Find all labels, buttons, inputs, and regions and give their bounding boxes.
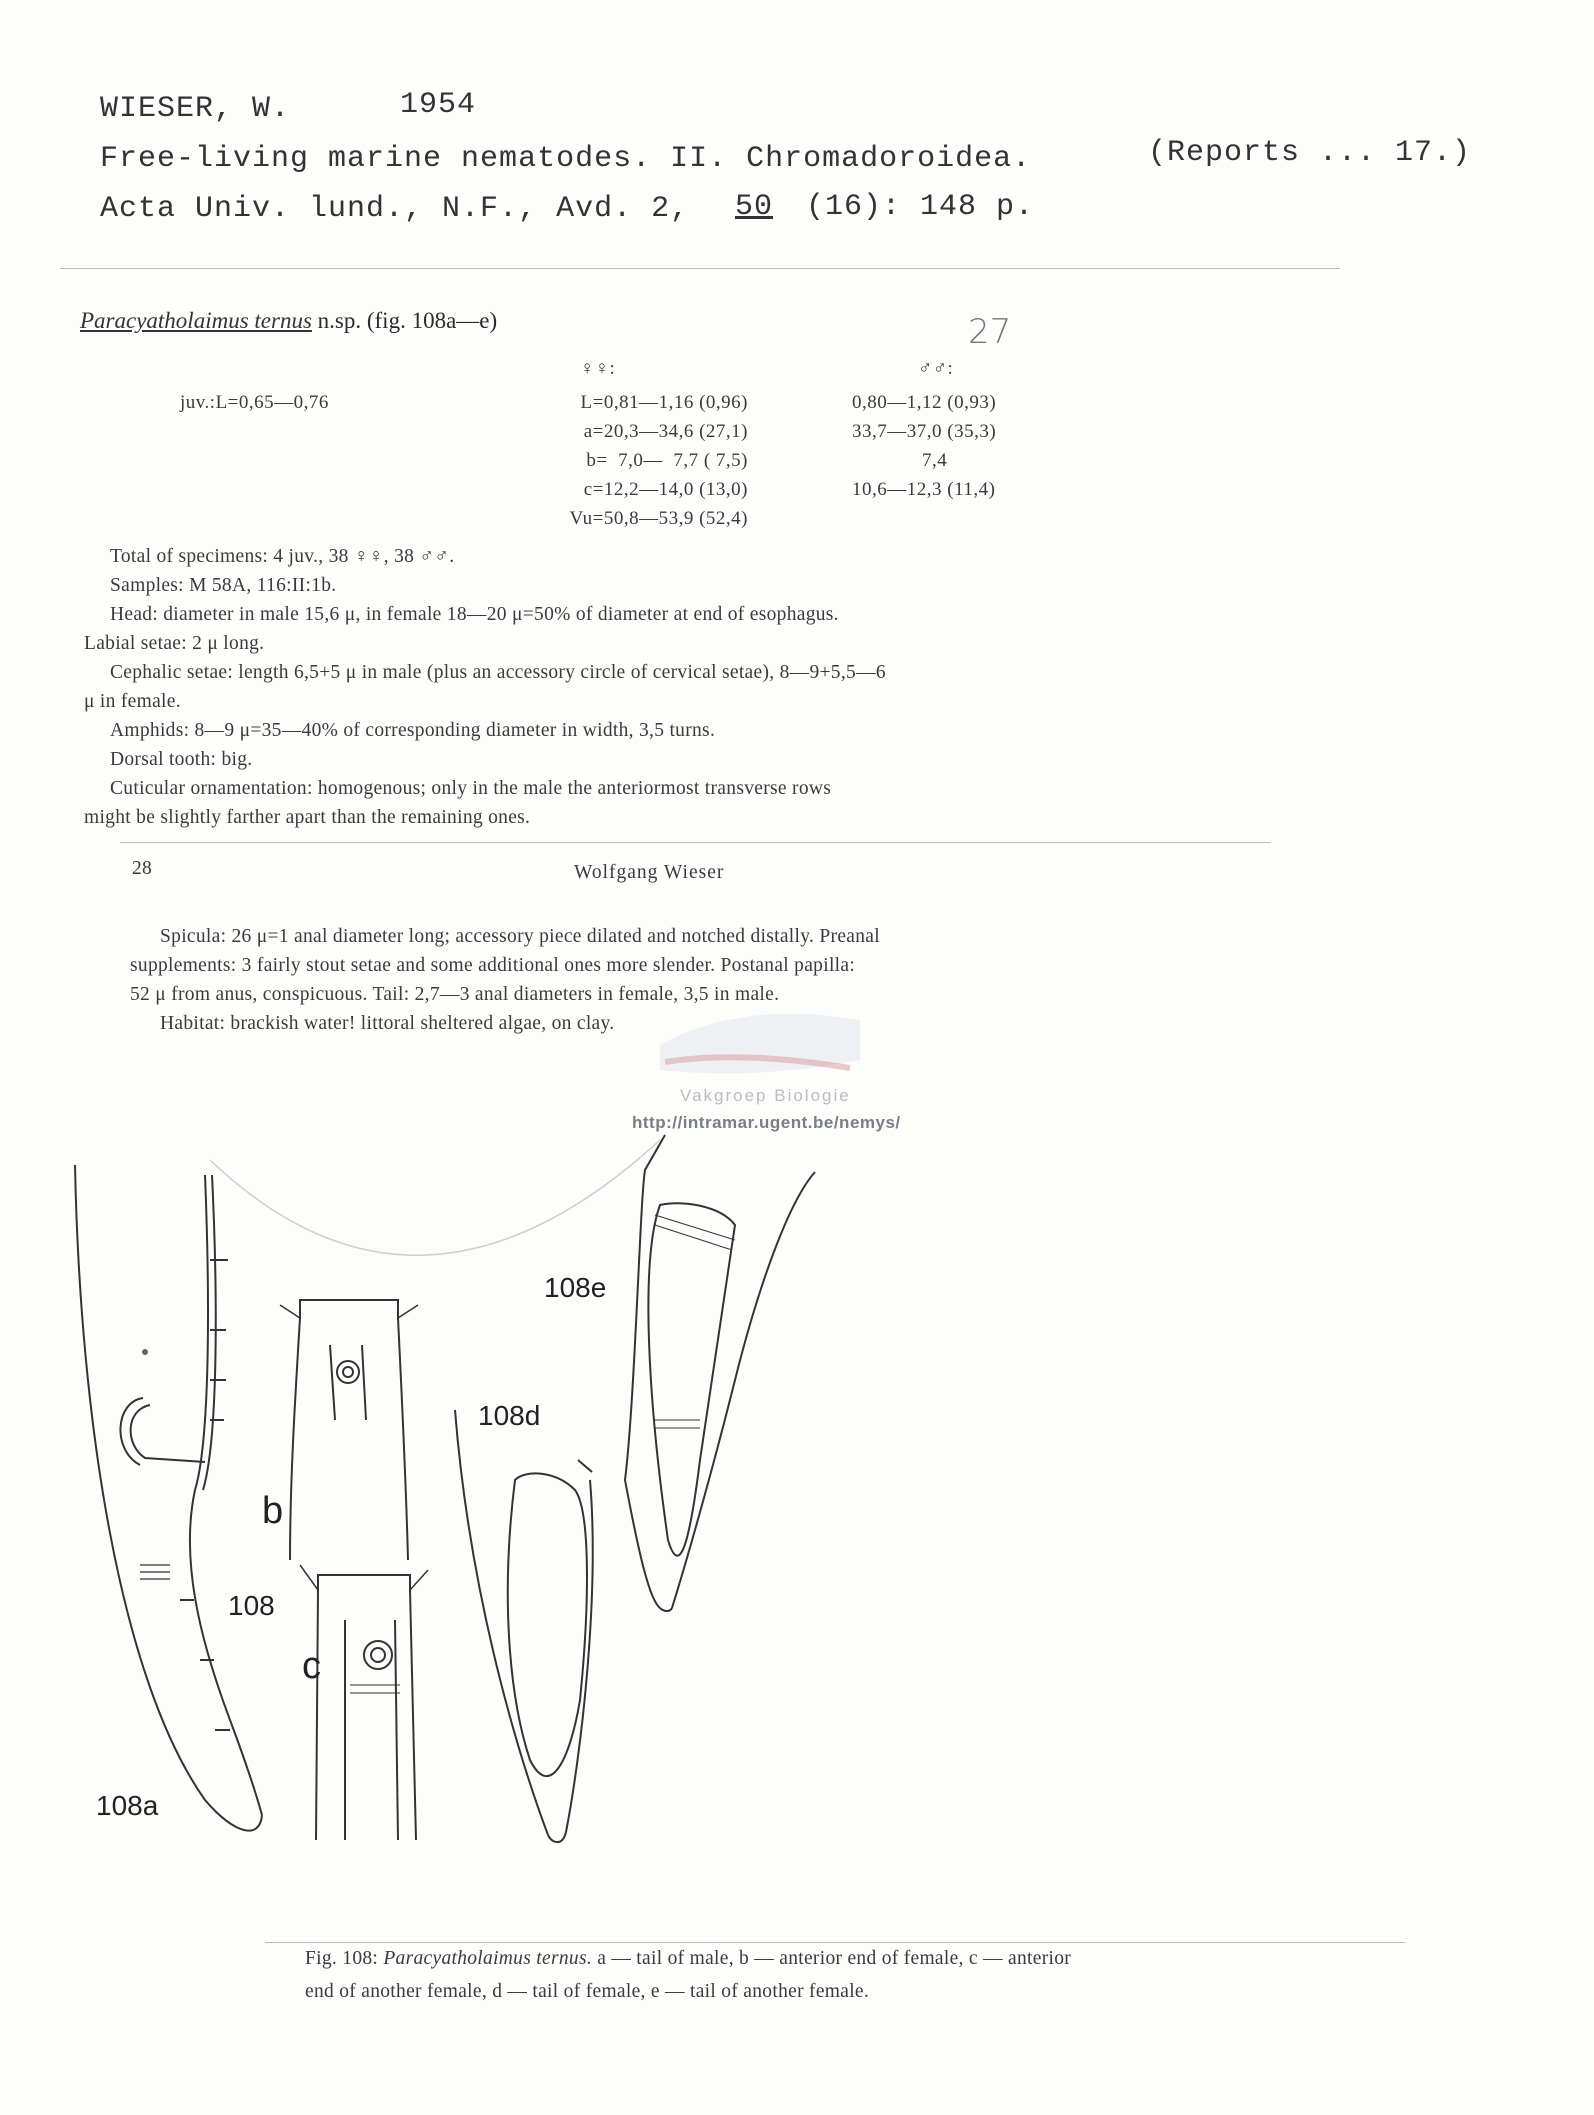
caption-line-2: end of another female, d — tail of female, e — tail of another female.: [305, 1981, 870, 2002]
caption-line-1: [305, 1948, 1071, 1970]
male-header: ♂♂:: [918, 358, 954, 379]
card-author: WIESER, W.: [100, 92, 291, 126]
card-volume: 50: [735, 190, 774, 224]
description-line: Amphids: 8—9 μ=35—40% of corresponding diameter in width, 3,5 turns.: [110, 720, 716, 741]
continuation-line: supplements: 3 fairly stout setae and some additional ones more slender. Postanal papilla:: [130, 955, 856, 976]
drawing-108b: [280, 1300, 418, 1560]
description-line: Total of specimens: 4 juv., 38 ♀♀, 38 ♂♂.: [110, 546, 455, 567]
page-number: 28: [132, 858, 153, 879]
description-line: Head: diameter in male 15,6 μ, in female 18—20 μ=50% of diameter at end of esophagus.: [110, 604, 839, 625]
caption-rule: [265, 1942, 1405, 1943]
handwritten-number: 27: [968, 312, 1012, 352]
drawing-108c: [300, 1565, 428, 1840]
card-issue-pages: (16): 148 p.: [806, 190, 1035, 224]
description-line: Dorsal tooth: big.: [110, 749, 253, 770]
description-line: μ in female.: [84, 691, 181, 712]
label-c: c: [302, 1645, 321, 1687]
female-row: b= 7,0— 7,7 ( 7,5): [586, 450, 748, 471]
drawing-108a: [75, 1165, 262, 1831]
female-row: L=0,81—1,16 (0,96): [580, 392, 748, 413]
species-heading: [80, 308, 497, 334]
label-108e: 108e: [544, 1272, 607, 1303]
female-row: Vu=50,8—53,9 (52,4): [569, 508, 748, 529]
female-header: ♀♀:: [580, 358, 616, 379]
species-name: Paracyatholaimus ternus: [80, 308, 312, 333]
drawing-108e: [625, 1135, 815, 1611]
label-108: 108: [228, 1590, 275, 1621]
card-divider: [60, 268, 1340, 269]
continuation-line: Spicula: 26 μ=1 anal diameter long; accessory piece dilated and notched distally. Preanal: [160, 926, 880, 947]
male-row: 10,6—12,3 (11,4): [852, 479, 996, 500]
label-108a: 108a: [96, 1790, 159, 1821]
description-line: Cephalic setae: length 6,5+5 μ in male (plus an accessory circle of cervical setae), 8—9+5,5—6: [110, 662, 886, 683]
card-series: (Reports ... 17.): [1148, 136, 1472, 170]
juvenile-length: juv.:L=0,65—0,76: [180, 392, 329, 413]
watermark-url: http://intramar.ugent.be/nemys/: [632, 1113, 901, 1132]
caption-species: Paracyatholaimus ternus.: [383, 1948, 593, 1969]
male-row: 33,7—37,0 (35,3): [852, 421, 997, 442]
species-suffix: n.sp. (fig. 108a—e): [317, 308, 498, 333]
card-year: 1954: [400, 88, 477, 122]
card-title: Free-living marine nematodes. II. Chromadoroidea.: [100, 142, 1032, 176]
description-line: Cuticular ornamentation: homogenous; only in the male the anteriormost transverse rows: [110, 778, 832, 799]
continuation-line: 52 μ from anus, conspicuous. Tail: 2,7—3 anal diameters in female, 3,5 in male.: [130, 984, 780, 1005]
continuation-line: Habitat: brackish water! littoral sheltered algae, on clay.: [160, 1013, 615, 1034]
female-row: c=12,2—14,0 (13,0): [583, 479, 748, 500]
label-108d: 108d: [478, 1400, 541, 1431]
description-line: Labial setae: 2 μ long.: [84, 633, 265, 654]
caption-prefix: Fig. 108:: [305, 1948, 379, 1969]
label-b: b: [262, 1490, 284, 1532]
page-splice-line: [120, 842, 1270, 843]
drawing-108d: [455, 1410, 593, 1842]
running-head: Wolfgang Wieser: [574, 862, 725, 883]
female-row: a=20,3—34,6 (27,1): [583, 421, 748, 442]
description-line: might be slightly farther apart than the remaining ones.: [84, 807, 531, 828]
male-row: 0,80—1,12 (0,93): [852, 392, 997, 413]
caption-rest: a — tail of male, b — anterior end of female, c — anterior: [597, 1948, 1072, 1969]
watermark-text: Vakgroep Biologie: [680, 1086, 851, 1105]
male-row: 7,4: [922, 450, 948, 471]
description-line: Samples: M 58A, 116:II:1b.: [110, 575, 337, 596]
card-journal: Acta Univ. lund., N.F., Avd. 2,: [100, 192, 690, 226]
